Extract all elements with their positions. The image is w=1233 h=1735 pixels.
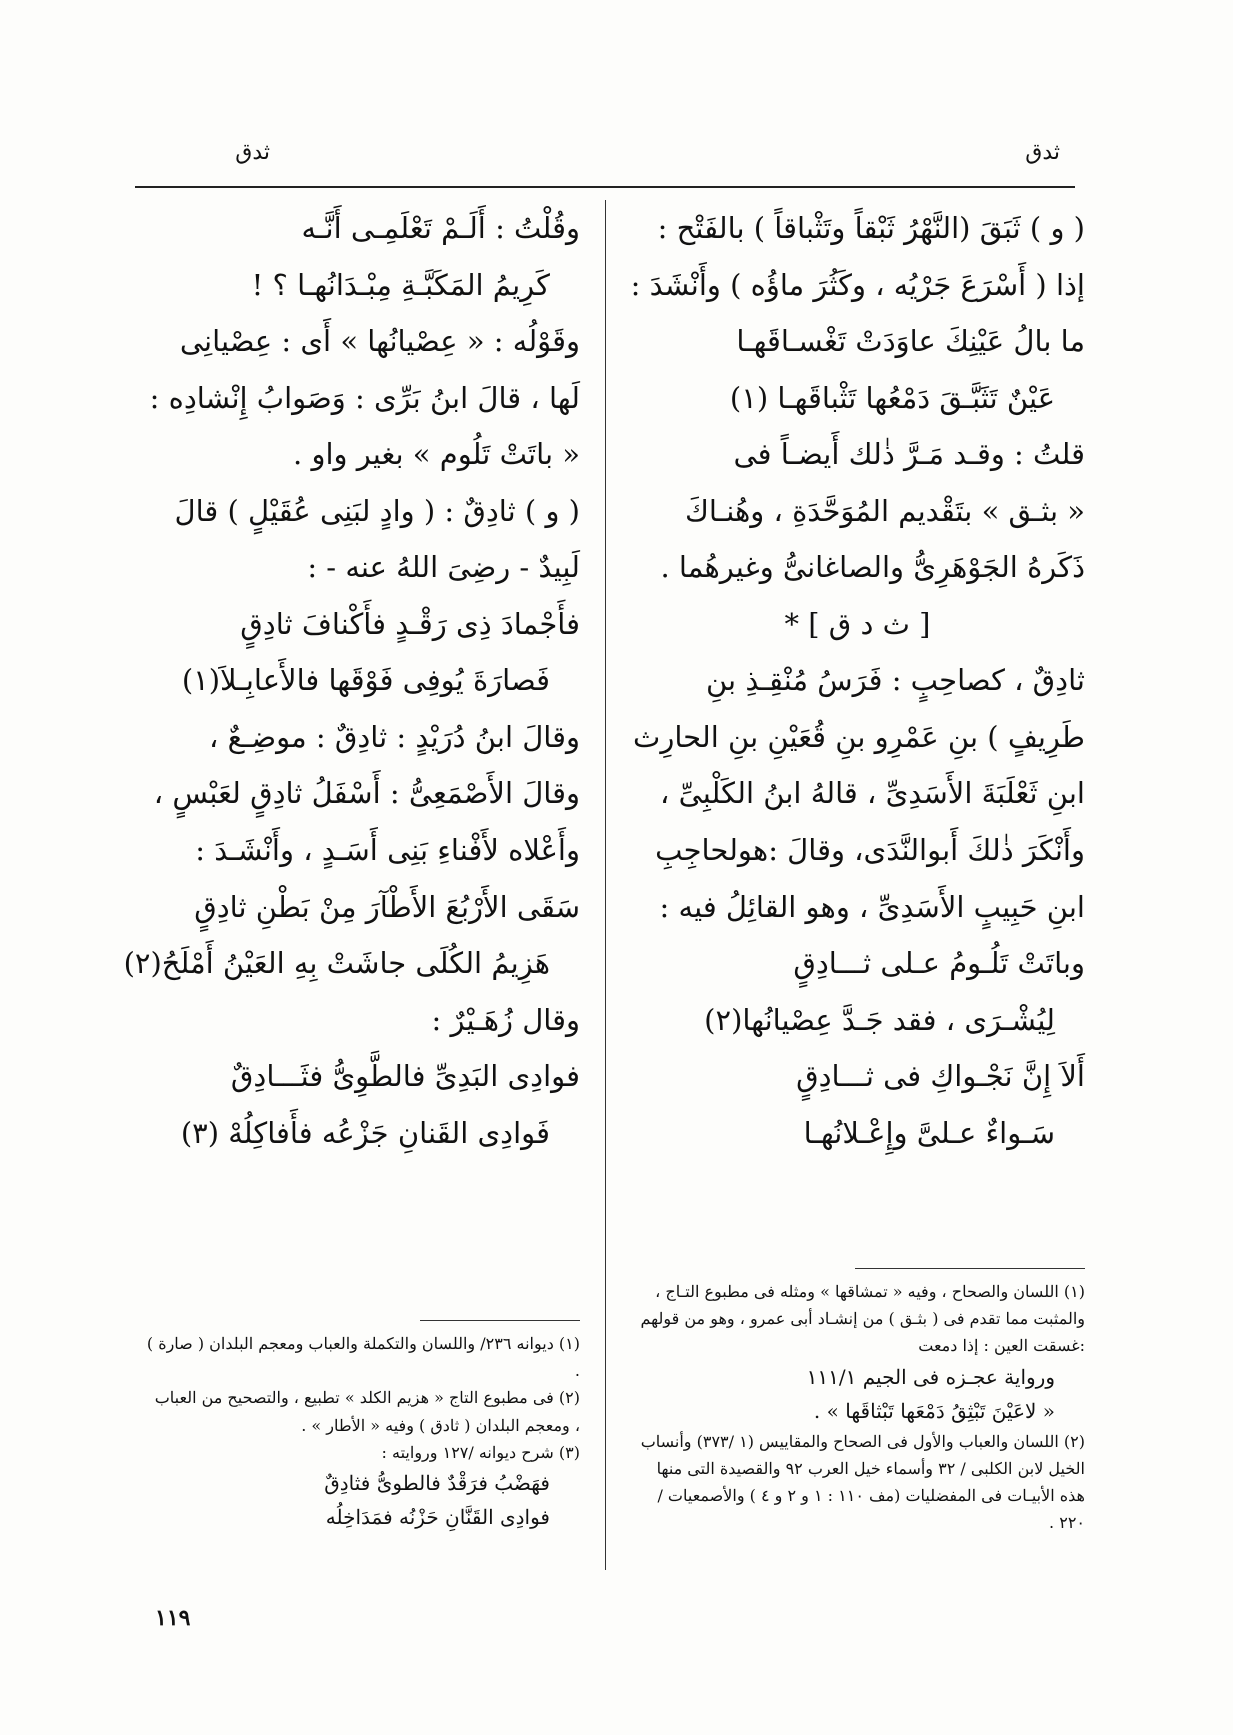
footnotes-left: [145, 1330, 580, 1605]
footnote: (١) ديوانه ٢٣٦/ واللسان والتكملة والعباب ومعجم البلدان ( صارة ) .: [146, 1334, 580, 1381]
verse-line: هَزِيمُ الكُلَى جاشَتْ بِهِ العَيْنُ أَمْلَحُ(٢): [123, 946, 550, 981]
verse-line: وباتَتْ تَلُـومُ عـلى ثـــادِقٍ: [793, 946, 1085, 981]
running-head-left: ثدق: [235, 140, 270, 165]
right-column: [630, 200, 1085, 1245]
text-line: « باتَتْ تَلُوم » بغير واو .: [293, 437, 580, 472]
text-line: وقالَ الأَصْمَعِىُّ : أَسْفَلُ ثادِقٍ لعَبْسٍ ،: [153, 776, 580, 811]
verse-line: فوادِى البَدِىِّ فالطَّوِىُّ فثَـــادِقٌ: [230, 1059, 580, 1094]
text-line: لَبِيدٌ - رضِىَ اللهُ عنه - :: [307, 550, 580, 585]
column-divider: [605, 200, 606, 1570]
verse-line: وقُلْتُ : أَلَـمْ تَعْلَمِـى أَنَّـه: [301, 211, 580, 245]
header-rule: [135, 186, 1075, 188]
entry-heading: [ ث د ق ] *: [784, 606, 931, 641]
footnote: (٢) فى مطبوع التاج « هزيم الكلد » تطبيع ، والتصحيح من العباب ، ومعجم البلدان ( ثادق ) وفيه « الأطار » .: [154, 1388, 580, 1435]
footnote-verse: فهَضْبُ فرَقْدٌ فالطوىُّ فثادِقٌ: [324, 1470, 550, 1495]
footnote-verse: ورواية عجـزه فى الجيم ١١١/١: [806, 1364, 1055, 1389]
verse-line: فَصارَةَ يُوفِى فَوْقَها فالأَعابِـلاَ(١): [181, 663, 550, 698]
text-line: إذا ( أَسْرَعَ جَرْيُه ، وكَثُرَ ماؤُه ) وأَنْشَدَ :: [630, 267, 1085, 302]
text-line: وقالَ ابنُ دُرَيْدٍ : ثادِقٌ : موضِـعٌ ،: [208, 719, 580, 754]
text-line: وأَنْكَرَ ذٰلكَ أَبوالنَّدَى، وقالَ :هولحاجِبِ: [655, 833, 1085, 868]
footnote-rule-right: [855, 1268, 1085, 1269]
text-line: ( و ) ثَبَقَ (النَّهْرُ ثَبْقاً وتَثْباقاً ) بالفَتْح :: [657, 211, 1085, 245]
text-line: « بثـق » بتَقْديم المُوَحَّدَةِ ، وهُنـاكَ: [684, 493, 1085, 528]
text-line: ( و ) ثادِقٌ : ( وادٍ لبَنِى عُقَيْلٍ ) قالَ: [174, 493, 580, 528]
page-number: ١١٩: [155, 1605, 191, 1631]
verse-line: فَوادِى القَنانِ جَزْعُه فأَفاكِلُهْ (٣): [180, 1115, 550, 1150]
footnote: (١) اللسان والصحاح ، وفيه « تمشاقها » ومثله فى مطبوع التـاج ، والمثبت مما تقدم فى ( بثـق ) من إنشـاد أبى عمرو ، وهو من قولهم :غسقت العين : إذا دمعت: [640, 1282, 1085, 1356]
footnote-verse: « لاعَيْنَ تَبْثِقُ دَمْعَها تَبْثاقَها » .: [813, 1398, 1055, 1423]
footnote: (٣) شرح ديوانه /١٢٧ وروايته :: [381, 1442, 580, 1462]
verse-line: كَرِيمُ المَكَبَّـةِ مِبْـدَانُهـا ؟ !: [251, 267, 550, 302]
verse-line: سَقَى الأَرْبُعَ الأَطْآرَ مِنْ بَطْنِ ثادِقٍ: [194, 889, 580, 924]
footnotes-right: [630, 1278, 1085, 1578]
text-line: وأَعْلاه لأَفْناءِ بَنِى أَسَـدٍ ، وأَنْشَـدَ :: [195, 833, 580, 868]
text-line: لَها ، قالَ ابنُ بَرِّى : وَصَوابُ إِنْشادِه :: [149, 380, 580, 415]
text-line: وقال زُهَـيْرٌ :: [431, 1002, 580, 1037]
text-line: ابنِ حَبِيبٍ الأَسَدِىِّ ، وهو القائِلُ فيه :: [659, 889, 1085, 924]
running-head-right: ثدق: [1025, 140, 1060, 165]
text-line: وقَوْلُه : « عِصْيانُها » أَى : عِصْيانِى: [179, 324, 580, 359]
text-line: ذَكَرهُ الجَوْهَرِىُّ والصاغانىُّ وغيرهُما .: [660, 550, 1085, 585]
text-line: ابنِ ثَعْلَبَةَ الأَسَدِىِّ ، قالهُ ابنُ الكَلْبِىِّ ،: [660, 776, 1085, 811]
footnote: (٢) اللسان والعباب والأول فى الصحاح والمقاييس (١ /٣٧٣) وأنساب الخيل لابن الكلبى / ٣٢ وأسماء خيل العرب ٩٢ والقصيدة التى منها هذه الأبيـات فى المفضليات (مف ١١٠ : ١ و ٢ و ٤ ) والأصمعيات / ٢٢٠ .: [640, 1431, 1085, 1533]
footnote-rule-left: [420, 1320, 580, 1321]
text-line: ما بالُ عَيْنِكَ عاوَدَتْ تَغْسـاقَهـا: [736, 324, 1085, 359]
verse-line: أَلاَ إِنَّ نَجْـواكِ فى ثـــادِقٍ: [796, 1059, 1085, 1094]
text-line: ثادِقٌ ، كصاحِبٍ : فَرَسُ مُنْقِـذِ بنِ: [705, 663, 1085, 698]
text-line: طَرِيفٍ ) بنِ عَمْرِو بنِ قُعَيْنِ بنِ الحارِث: [633, 719, 1085, 754]
text-line: قلتُ : وقـد مَـرَّ ذٰلك أَيضـاً فى: [733, 437, 1085, 472]
verse-line: فأَجْمادَ ذِى رَقْـدٍ فأَكْنافَ ثادِقٍ: [240, 606, 580, 641]
verse-line: لِيُشْـرَى ، فقد جَـدَّ عِصْيانُها(٢): [704, 1002, 1055, 1037]
footnote-verse: فوادِى القَنَّانِ حَزْنُه فمَدَاخِلُه: [325, 1504, 550, 1529]
verse-line: عَيْنٌ تَثَبَّـقَ دَمْعُها تَثْباقَهـا (١): [729, 380, 1055, 415]
left-column: [123, 200, 580, 1295]
verse-line: سَـواءٌ عـلىَّ وإِعْـلانُهـا: [803, 1115, 1055, 1150]
